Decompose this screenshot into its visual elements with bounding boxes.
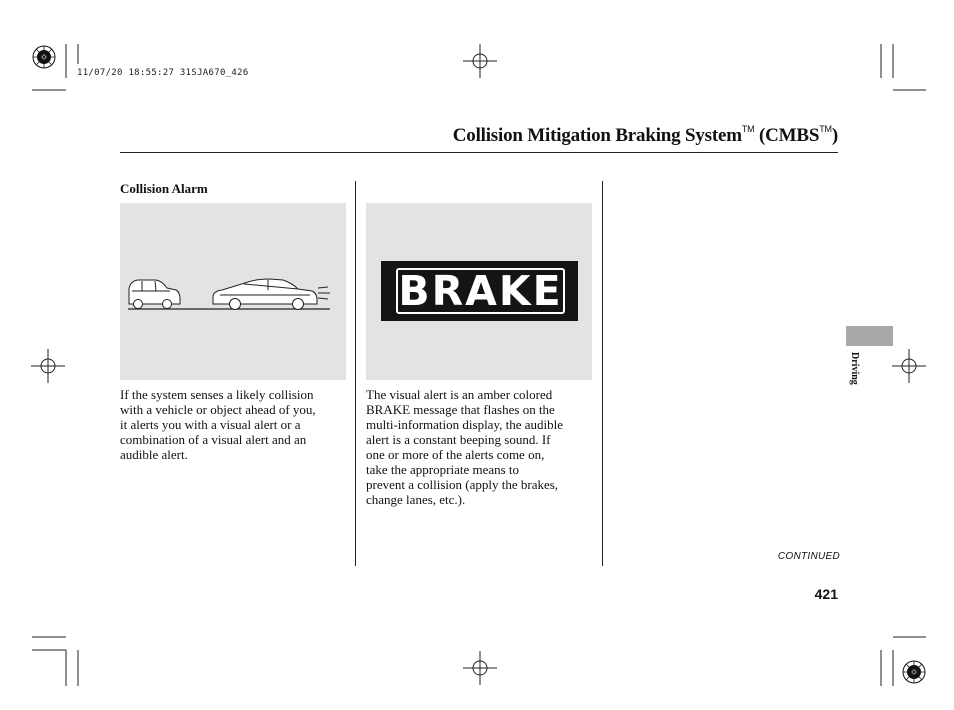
- text-line: with a vehicle or object ahead of you,: [120, 402, 316, 417]
- text-line: it alerts you with a visual alert or a: [120, 417, 301, 432]
- text-line: one or more of the alerts come on,: [366, 447, 545, 462]
- text-line: audible alert.: [120, 447, 188, 462]
- print-timestamp: 11/07/20 18:55:27 31SJA670_426: [77, 68, 249, 78]
- cars-approaching-illustration: [120, 203, 346, 380]
- title-text-2: (CMBS: [754, 125, 820, 146]
- text-line: alert is a constant beeping sound. If: [366, 432, 551, 447]
- text-line: change lanes, etc.).: [366, 492, 466, 507]
- text-line: If the system senses a likely collision: [120, 387, 314, 402]
- text-line: prevent a collision (apply the brakes,: [366, 477, 559, 492]
- chapter-tab-label: Driving: [849, 352, 860, 385]
- column-divider-1: [355, 181, 356, 566]
- page-number: 421: [814, 586, 838, 602]
- continued-label: CONTINUED: [777, 551, 840, 562]
- lead-car-icon: [129, 280, 180, 309]
- text-line: multi-information display, the audible: [366, 417, 564, 432]
- trademark-1: TM: [741, 124, 755, 134]
- title-text-3: ): [831, 125, 838, 146]
- trademark-2: TM: [819, 124, 832, 134]
- page-title: [453, 124, 838, 147]
- section-heading: Collision Alarm: [120, 181, 208, 196]
- text-line: The visual alert is an amber colored: [366, 387, 553, 402]
- approaching-car-icon: [213, 279, 330, 310]
- brake-message: BRAKE: [396, 268, 565, 314]
- multi-information-display: [381, 261, 578, 321]
- cars-figure: [120, 203, 346, 380]
- text-line: combination of a visual alert and an: [120, 432, 307, 447]
- text-line: BRAKE message that flashes on the: [366, 402, 555, 417]
- left-body-text: [120, 387, 352, 462]
- title-text-1: Collision Mitigation Braking System: [452, 125, 742, 146]
- column-divider-2: [602, 181, 603, 566]
- chapter-tab[interactable]: [846, 326, 893, 346]
- title-rule: [120, 152, 838, 153]
- text-line: take the appropriate means to: [366, 462, 520, 477]
- middle-body-text: [366, 387, 598, 507]
